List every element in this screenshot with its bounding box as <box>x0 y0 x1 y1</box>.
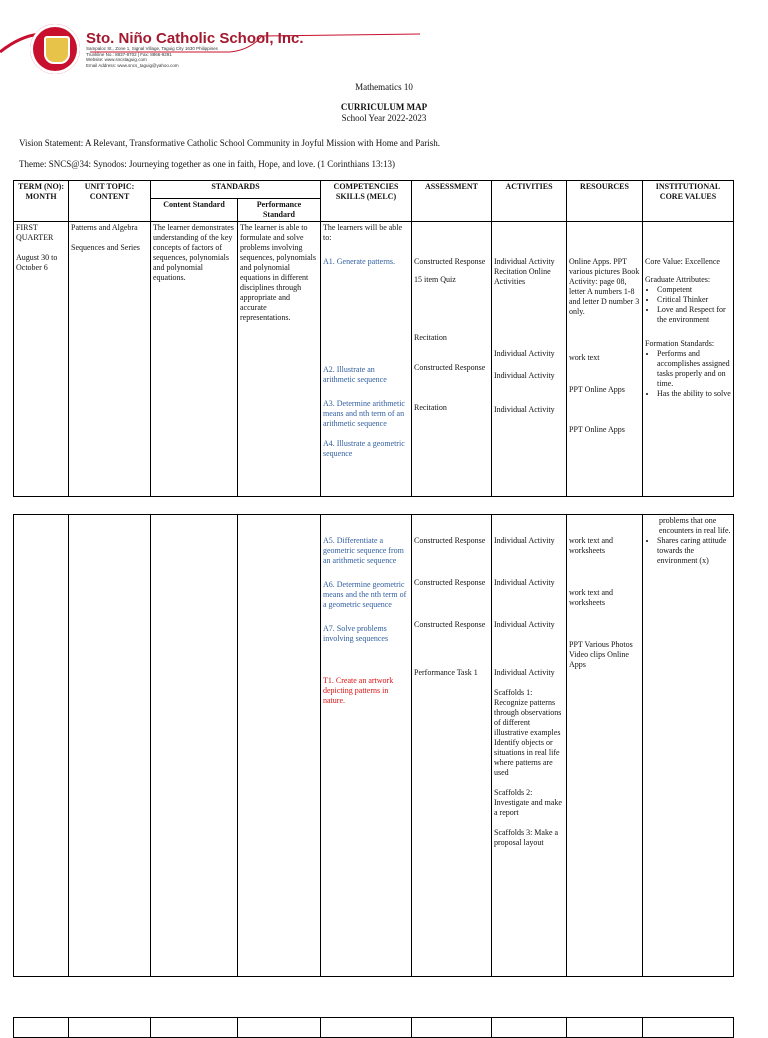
activities-cell: Individual Activity Individual Activity Individual Activity Individual Activity Scaffolds 1: Recognize patterns through observations of different illustrative examples Identify objects or situations in real life where patterns are used Scaffolds 2: Investigate and make a report Scaffolds 3: Make a proposal layout <box>492 515 567 977</box>
table-cell <box>412 1018 492 1038</box>
curriculum-table-1 <box>13 180 734 497</box>
table-cell <box>14 1018 69 1038</box>
formation-item: • Shares caring attitude towards the environment (x) <box>657 536 731 566</box>
attribute-item: • Critical Thinker <box>657 295 731 305</box>
school-address: Sampaloc St., Zone 1, Signal Village, Taguig City 1630 Philippines Trunkline No.: 8837-8702 | Fax: 8866-9291 Website: www.sncstaguig.com Email Address: www.sncs_taguig@yahoo.com <box>86 46 218 68</box>
header-core-values: INSTITUTIONAL CORE VALUES <box>643 181 734 222</box>
header-competencies: COMPETENCIES SKILLS (MELC) <box>321 181 412 222</box>
vision-statement: Vision Statement: A Relevant, Transformative Catholic School Community in Joyful Mission with Home and Parish. <box>19 138 440 148</box>
table-cell <box>643 1018 734 1038</box>
performance-standard-cell <box>238 515 321 977</box>
table-cell <box>151 1018 238 1038</box>
table-cell <box>238 1018 321 1038</box>
competencies-cell: A5. Differentiate a geometric sequence from an arithmetic sequence A6. Determine geometric means and the nth term of a geometric sequence A7. Solve problems involving sequences T1. Create an artwork depicting patterns in nature. <box>321 515 412 977</box>
competencies-cell: The learners will be able to: A1. Generate patterns. A2. Illustrate an arithmetic sequence A3. Determine arithmetic means and nth term of an arithmetic sequence A4. Illustrate a geometric sequence <box>321 222 412 497</box>
resources-cell: Online Apps. PPT various pictures Book Activity: page 08, letter A numbers 1-8 and letter D number 3 only. work text PPT Online Apps PPT Online Apps <box>567 222 643 497</box>
resources-cell: work text and worksheets work text and worksheets PPT Various Photos Video clips Online Apps <box>567 515 643 977</box>
core-values-cell: Core Value: Excellence Graduate Attributes: • Competent • Critical Thinker • Love and Respect for the environment Formation Standards: • Performs and accomplishes assigned tasks properly and on time. • Has the ability to solve <box>643 222 734 497</box>
table-cell <box>69 1018 151 1038</box>
curriculum-table-2 <box>13 514 734 977</box>
header-standards: STANDARDS <box>151 181 321 199</box>
attribute-item: • Love and Respect for the environment <box>657 305 731 325</box>
header-assessment: ASSESSMENT <box>412 181 492 222</box>
assessment-cell: Constructed Response 15 item Quiz Recitation Constructed Response Recitation <box>412 222 492 497</box>
table-cell <box>567 1018 643 1038</box>
header-performance-standard: Performance Standard <box>238 199 321 222</box>
content-standard-cell: The learner demonstrates understanding of the key concepts of factors of sequences, polynomials and polynomial equations. <box>151 222 238 497</box>
header-content-standard: Content Standard <box>151 199 238 222</box>
school-year: School Year 2022-2023 <box>341 113 427 123</box>
header-unit-topic: UNIT TOPIC: CONTENT <box>69 181 151 222</box>
table-cell <box>492 1018 567 1038</box>
unit-cell: Patterns and Algebra Sequences and Series <box>69 222 151 497</box>
assessment-cell: Constructed Response Constructed Response Constructed Response Performance Task 1 <box>412 515 492 977</box>
subject-title: Mathematics 10 <box>355 82 413 92</box>
table-cell <box>321 1018 412 1038</box>
attribute-item: • Competent <box>657 285 731 295</box>
unit-cell <box>69 515 151 977</box>
activities-cell: Individual Activity Recitation Online Activities Individual Activity Individual Activity Individual Activity <box>492 222 567 497</box>
school-name: Sto. Niño Catholic School, Inc. <box>86 30 304 47</box>
curriculum-table-3 <box>13 1017 734 1038</box>
term-cell: FIRST QUARTER August 30 to October 6 <box>14 222 69 497</box>
letterhead <box>0 0 768 80</box>
content-standard-cell <box>151 515 238 977</box>
formation-item: • Performs and accomplishes assigned tasks properly and on time. <box>657 349 731 389</box>
theme-statement: Theme: SNCS@34: Synodos: Journeying together as one in faith, Hope, and love. (1 Corinthians 13:13) <box>19 159 395 169</box>
header-term: TERM (NO): MONTH <box>14 181 69 222</box>
school-seal-logo <box>30 24 80 74</box>
core-values-cell: problems that one encounters in real life. • Shares caring attitude towards the environment (x) <box>643 515 734 977</box>
term-cell <box>14 515 69 977</box>
performance-standard-cell: The learner is able to formulate and solve problems involving sequences, polynomials and polynomial equations in different disciplines through appropriate and accurate representations. <box>238 222 321 497</box>
header-resources: RESOURCES <box>567 181 643 222</box>
header-activities: ACTIVITIES <box>492 181 567 222</box>
formation-item: • Has the ability to solve <box>657 389 731 399</box>
document-title: CURRICULUM MAP <box>340 102 428 112</box>
